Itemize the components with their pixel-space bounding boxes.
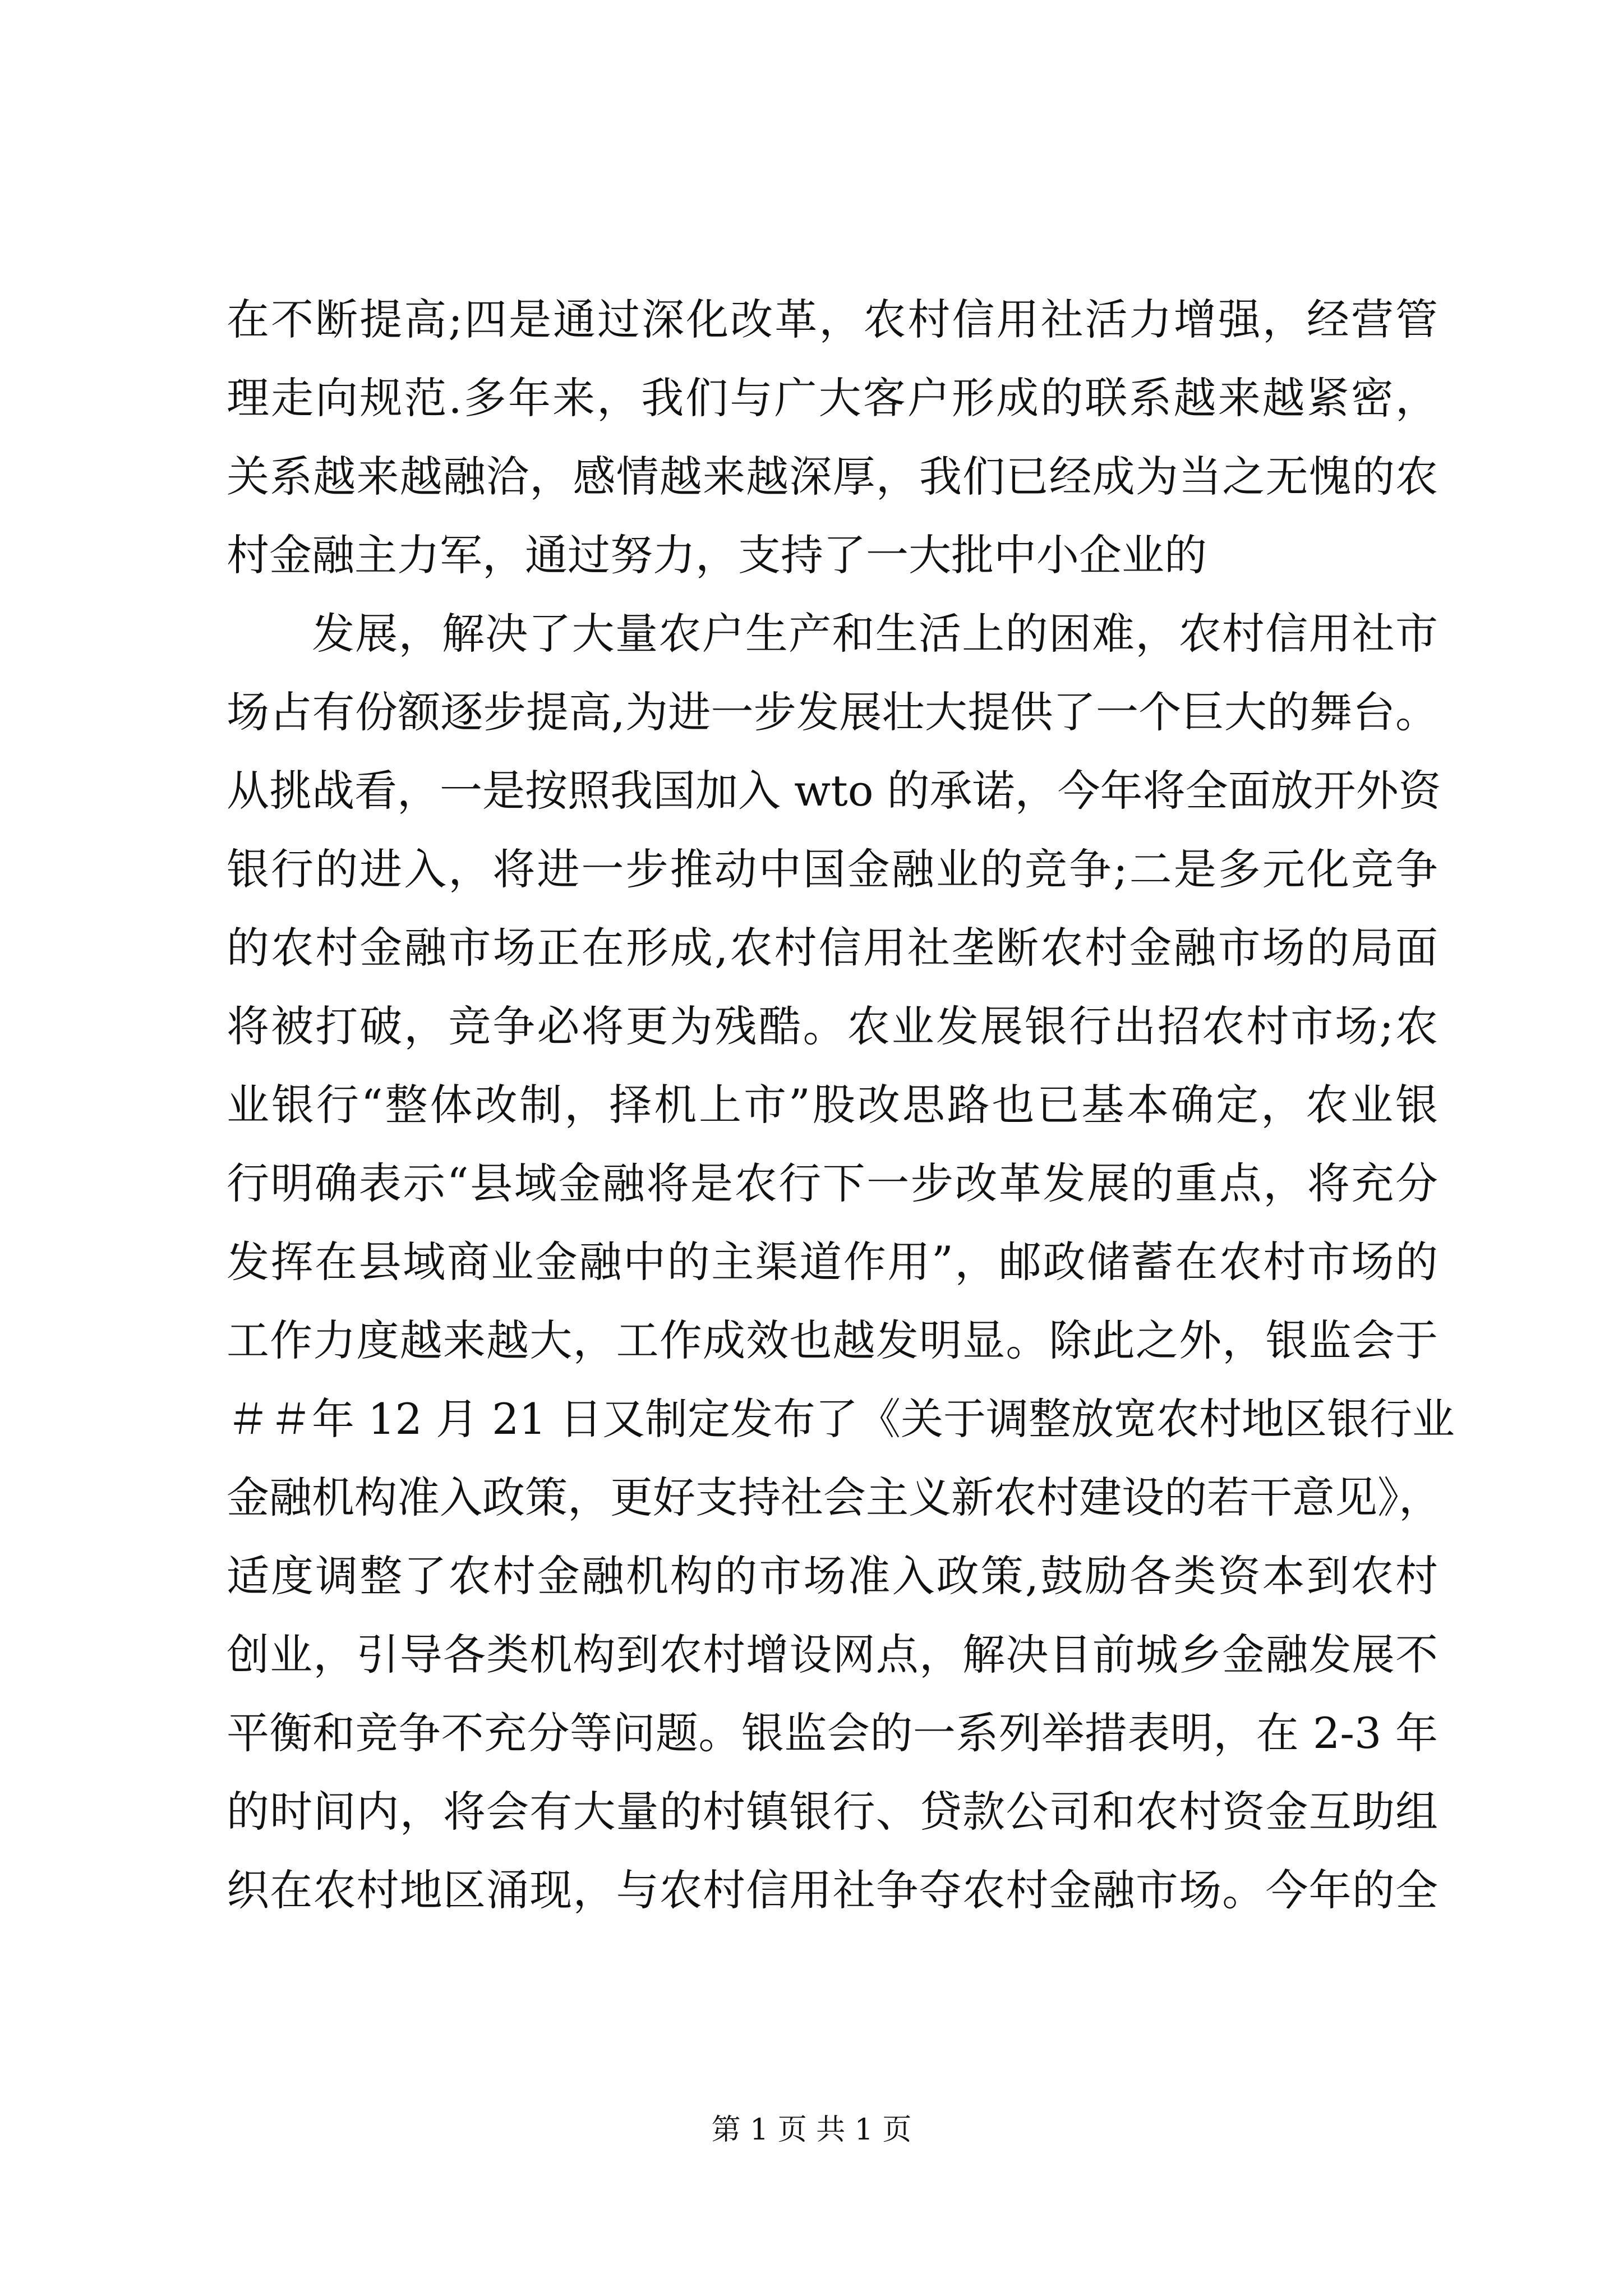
text-line: 的时间内，将会有大量的村镇银行、贷款公司和农村资金互助组 bbox=[227, 1787, 1438, 1837]
text-line: 将被打破，竞争必将更为残酷。农业发展银行出招农村市场;农 bbox=[227, 1001, 1438, 1051]
text-line: 关系越来越融洽，感情越来越深厚，我们已经成为当之无愧的农 bbox=[227, 452, 1438, 501]
text-line-paragraph-start: 发展，解决了大量农户生产和生活上的困难，农村信用社市 bbox=[312, 609, 1438, 659]
page-number: 第 1 页 共 1 页 bbox=[711, 2113, 912, 2147]
text-line: 平衡和竞争不充分等问题。银监会的一系列举措表明，在 2-3 年 bbox=[227, 1708, 1438, 1758]
text-line: 从挑战看，一是按照我国加入 wto 的承诺，今年将全面放开外资 bbox=[227, 766, 1441, 816]
text-line: 发挥在县域商业金融中的主渠道作用”，邮政储蓄在农村市场的 bbox=[227, 1237, 1438, 1287]
text-line: ＃＃年 12 月 21 日又制定发布了《关于调整放宽农村地区银行业 bbox=[227, 1394, 1455, 1444]
text-line: 金融机构准入政策，更好支持社会主义新农村建设的若干意见》， bbox=[227, 1473, 1441, 1522]
body-text bbox=[227, 280, 1455, 1930]
text-line: 业银行“整体改制，择机上市”股改思路也已基本确定，农业银 bbox=[227, 1080, 1438, 1130]
text-line: 工作力度越来越大，工作成效也越发明显。除此之外，银监会于 bbox=[227, 1315, 1438, 1365]
text-line: 银行的进入，将进一步推动中国金融业的竞争;二是多元化竞争 bbox=[227, 844, 1438, 894]
text-line: 理走向规范.多年来，我们与广大客户形成的联系越来越紧密， bbox=[227, 373, 1438, 423]
text-line: 的农村金融市场正在形成,农村信用社垄断农村金融市场的局面 bbox=[227, 923, 1438, 973]
text-line: 适度调整了农村金融机构的市场准入政策,鼓励各类资本到农村 bbox=[227, 1551, 1438, 1601]
text-line: 创业，引导各类机构到农村增设网点，解决目前城乡金融发展不 bbox=[227, 1630, 1438, 1680]
text-line: 行明确表示“县域金融将是农行下一步改革发展的重点，将充分 bbox=[227, 1158, 1438, 1208]
text-line: 在不断提高;四是通过深化改革，农村信用社活力增强，经营管 bbox=[227, 295, 1438, 344]
text-line: 场占有份额逐步提高,为进一步发展壮大提供了一个巨大的舞台。 bbox=[227, 687, 1438, 737]
text-line: 织在农村地区涌现，与农村信用社争夺农村金融市场。今年的全 bbox=[227, 1865, 1438, 1915]
text-line: 村金融主力军，通过努力，支持了一大批中小企业的 bbox=[227, 530, 1207, 580]
page-footer bbox=[0, 2110, 1623, 2150]
